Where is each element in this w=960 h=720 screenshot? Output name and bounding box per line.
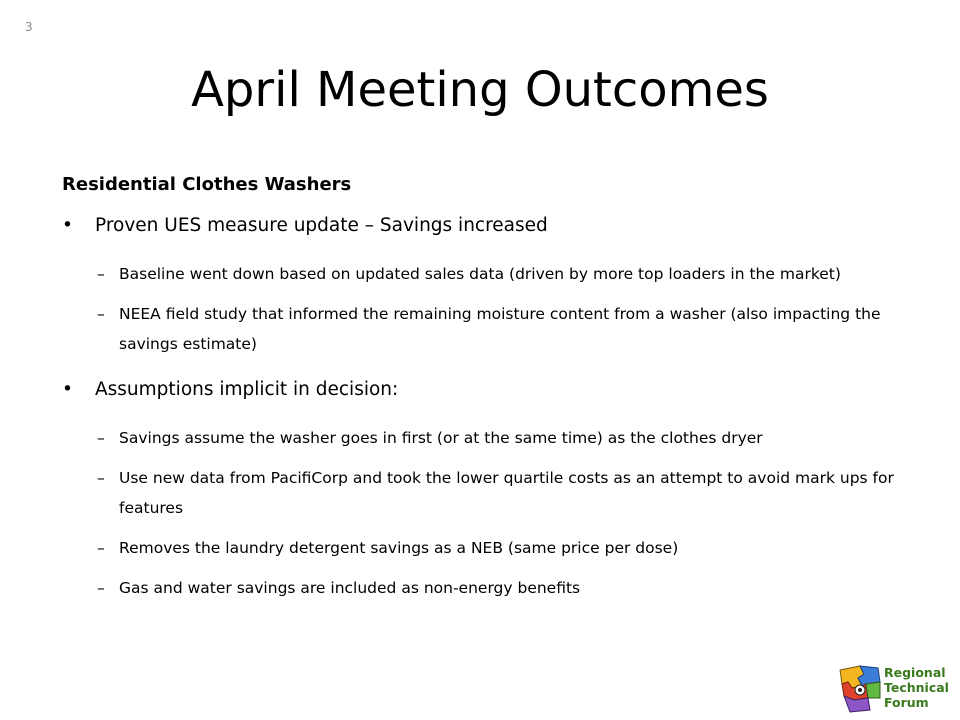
- sub-item-text: Gas and water savings are included as non-energy benefits: [119, 579, 581, 597]
- logo-line: Forum: [884, 695, 929, 710]
- dash-icon: –: [97, 579, 105, 597]
- logo-line: Technical: [884, 680, 949, 695]
- bullet-icon: •: [62, 215, 73, 236]
- bullet-text: Assumptions implicit in decision:: [95, 379, 399, 400]
- sub-item: [62, 533, 909, 563]
- sub-item: [62, 463, 909, 523]
- dash-icon: –: [97, 305, 105, 323]
- slide-number: 3: [25, 20, 33, 34]
- dash-icon: –: [97, 539, 105, 557]
- dash-icon: –: [97, 265, 105, 283]
- slide-content: [62, 174, 922, 613]
- slide-title: April Meeting Outcomes: [191, 62, 769, 118]
- section-heading: Residential Clothes Washers: [62, 174, 352, 195]
- bullet-icon: •: [62, 379, 73, 400]
- sub-item-text: Savings assume the washer goes in first (or at the same time) as the clothes dryer: [119, 429, 763, 447]
- sub-item-text: NEEA field study that informed the remaining moisture content from a washer (also impacting the savings estimate): [119, 305, 881, 353]
- sub-item: [62, 259, 909, 289]
- logo-line: Regional: [884, 665, 946, 680]
- rtf-logo: [838, 662, 956, 716]
- sub-item: [62, 299, 909, 359]
- bullet-item: [62, 377, 922, 403]
- bullet-item: [62, 213, 922, 239]
- logo-text: [884, 665, 949, 710]
- dash-icon: –: [97, 469, 105, 487]
- dash-icon: –: [97, 429, 105, 447]
- sub-item-text: Removes the laundry detergent savings as a NEB (same price per dose): [119, 539, 679, 557]
- sub-item: [62, 423, 909, 453]
- sub-item-text: Baseline went down based on updated sales data (driven by more top loaders in the market): [119, 265, 841, 283]
- region-map-icon: [838, 664, 882, 714]
- sub-item-text: Use new data from PacifiCorp and took the lower quartile costs as an attempt to avoid mark ups for features: [119, 469, 894, 517]
- sub-item: [62, 573, 909, 603]
- bullet-text: Proven UES measure update – Savings increased: [95, 215, 548, 236]
